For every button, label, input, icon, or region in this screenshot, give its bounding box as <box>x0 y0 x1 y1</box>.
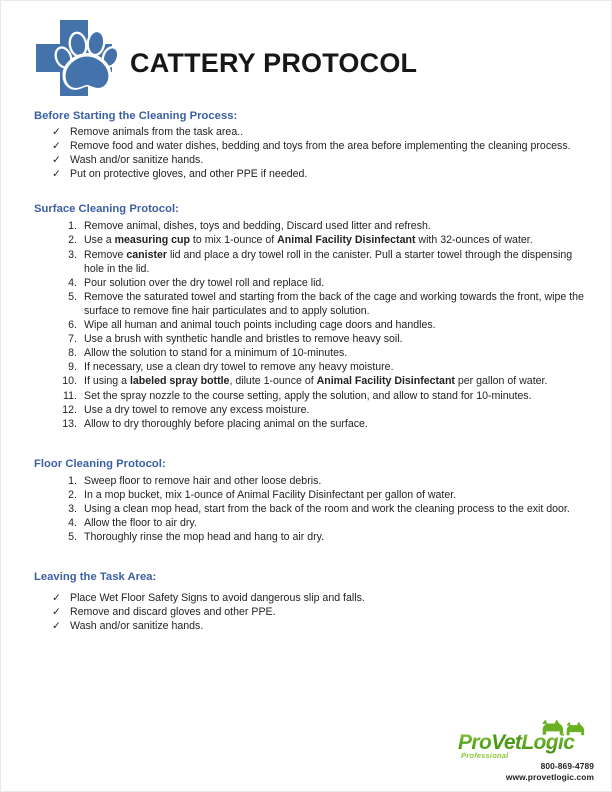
list-item-number: 8. <box>68 347 77 360</box>
list-item-text: Remove the saturated towel and starting from the back of the cage and working towards the front, wipe the surface to remove fine hair particulates and to apply solution. <box>84 290 584 317</box>
list-item-text: Using a clean mop head, start from the back of the room and work the cleaning process to the exit door. <box>84 502 570 515</box>
list-item <box>60 318 586 332</box>
footer-phone: 800-869-4789 <box>540 761 594 771</box>
checkmark-icon: ✓ <box>52 125 61 138</box>
list-item-number: 5. <box>68 290 77 303</box>
list-item <box>60 219 586 233</box>
list-item-number: 5. <box>68 531 77 544</box>
veterinary-cross-paw-icon <box>31 17 123 99</box>
section-heading-floor-cleaning: Floor Cleaning Protocol: <box>34 457 166 470</box>
checkmark-icon: ✓ <box>52 591 61 604</box>
footer-website: www.provetlogic.com <box>505 772 594 782</box>
list-item-number: 12. <box>62 403 77 416</box>
list-item-text: Wash and/or sanitize hands. <box>70 154 204 167</box>
list-item-number: 11. <box>63 389 77 402</box>
section-floor-cleaning <box>34 457 586 544</box>
svg-text:Professional: Professional <box>461 751 509 760</box>
list-item-text: Use a measuring cup to mix 1-ounce of Animal Facility Disinfectant with 32-ounces of water. <box>84 234 533 247</box>
list-item-number: 13. <box>62 417 77 430</box>
list-item-text: If using a labeled spray bottle, dilute 1-ounce of Animal Facility Disinfectant per gallon of water. <box>84 375 548 388</box>
list-item <box>60 474 586 488</box>
section-heading-surface-cleaning: Surface Cleaning Protocol: <box>34 203 179 216</box>
list-item <box>52 606 586 620</box>
document-header <box>1 17 612 99</box>
list-item-number: 3. <box>68 248 77 261</box>
list-item-number: 2. <box>68 234 77 247</box>
checkmark-icon: ✓ <box>52 605 61 618</box>
list-item-text: Thoroughly rinse the mop head and hang to air dry. <box>84 531 325 544</box>
list-item <box>52 126 586 140</box>
list-item <box>60 374 586 388</box>
list-item-number: 4. <box>68 276 77 289</box>
list-item-number: 7. <box>68 333 77 346</box>
list-item-number: 3. <box>68 502 77 515</box>
spacer <box>34 182 586 202</box>
list-item <box>60 233 586 247</box>
list-item-text: Sweep floor to remove hair and other loose debris. <box>84 474 322 487</box>
numbered-list-floor-cleaning <box>34 474 586 544</box>
checkmark-icon: ✓ <box>52 153 61 166</box>
section-leaving-task-area <box>34 570 586 634</box>
list-item <box>52 140 586 154</box>
list-item-text: Allow the floor to air dry. <box>84 517 197 530</box>
protocol-body <box>34 109 586 635</box>
list-item-number: 1. <box>68 474 77 487</box>
list-item-number: 10. <box>62 375 77 388</box>
list-item <box>60 276 586 290</box>
list-item <box>60 389 586 403</box>
checklist-leaving-task-area <box>34 592 586 634</box>
list-item <box>60 530 586 544</box>
list-item <box>60 417 586 431</box>
list-item <box>52 168 586 182</box>
list-item-text: Set the spray nozzle to the course setting, apply the solution, and allow to stand for 10-minutes. <box>84 389 532 402</box>
list-item-text: Remove animal, dishes, toys and bedding, Discard used litter and refresh. <box>84 220 431 233</box>
list-item <box>60 516 586 530</box>
list-item-number: 1. <box>68 220 77 233</box>
page-title: CATTERY PROTOCOL <box>130 48 418 78</box>
list-item <box>60 360 586 374</box>
list-item-text: Remove and discard gloves and other PPE. <box>70 606 276 619</box>
spacer <box>34 544 586 570</box>
list-item <box>60 403 586 417</box>
list-item-text: Wash and/or sanitize hands. <box>70 620 204 633</box>
section-surface-cleaning <box>34 202 586 430</box>
checkmark-icon: ✓ <box>52 167 61 180</box>
numbered-list-surface-cleaning <box>34 219 586 430</box>
list-item-text: Use a brush with synthetic handle and bristles to remove heavy soil. <box>84 333 403 346</box>
list-item <box>60 502 586 516</box>
list-item-text: Wipe all human and animal touch points including cage doors and handles. <box>84 319 436 332</box>
list-item-text: In a mop bucket, mix 1-ounce of Animal Facility Disinfectant per gallon of water. <box>84 488 457 501</box>
provetlogic-logo <box>414 718 594 760</box>
list-item <box>60 332 586 346</box>
list-item-text: Use a dry towel to remove any excess moisture. <box>84 403 310 416</box>
list-item <box>52 592 586 606</box>
spacer <box>34 431 586 457</box>
list-item <box>60 290 586 318</box>
list-item-number: 6. <box>68 319 77 332</box>
checkmark-icon: ✓ <box>52 619 61 632</box>
list-item-number: 4. <box>68 517 77 530</box>
list-item <box>52 620 586 634</box>
section-heading-before-starting: Before Starting the Cleaning Process: <box>34 110 238 122</box>
list-item <box>60 248 586 276</box>
checkmark-icon: ✓ <box>52 139 61 152</box>
list-item-number: 2. <box>68 488 77 501</box>
checklist-before-starting <box>34 126 586 182</box>
list-item-text: Remove animals from the task area.. <box>70 126 244 138</box>
document-footer <box>414 718 594 783</box>
section-before-starting <box>34 109 586 182</box>
section-heading-leaving-task-area: Leaving the Task Area: <box>34 571 157 584</box>
list-item-number: 9. <box>68 361 77 374</box>
svg-text:ProVetLogic: ProVetLogic <box>458 731 575 754</box>
list-item <box>60 488 586 502</box>
list-item-text: Put on protective gloves, and other PPE if needed. <box>70 168 308 181</box>
list-item-text: Place Wet Floor Safety Signs to avoid dangerous slip and falls. <box>70 592 365 605</box>
list-item-text: Allow to dry thoroughly before placing animal on the surface. <box>84 417 368 430</box>
list-item <box>60 346 586 360</box>
list-item-text: If necessary, use a clean dry towel to remove any heavy moisture. <box>84 361 394 374</box>
list-item-text: Pour solution over the dry towel roll and replace lid. <box>84 276 325 289</box>
list-item-text: Remove canister lid and place a dry towel roll in the canister. Pull a starter towel through the dispensing hole in the lid. <box>84 248 573 275</box>
list-item <box>52 154 586 168</box>
list-item-text: Remove food and water dishes, bedding and toys from the area before implementing the cleaning process. <box>70 140 571 153</box>
list-item-text: Allow the solution to stand for a minimum of 10-minutes. <box>84 347 348 360</box>
